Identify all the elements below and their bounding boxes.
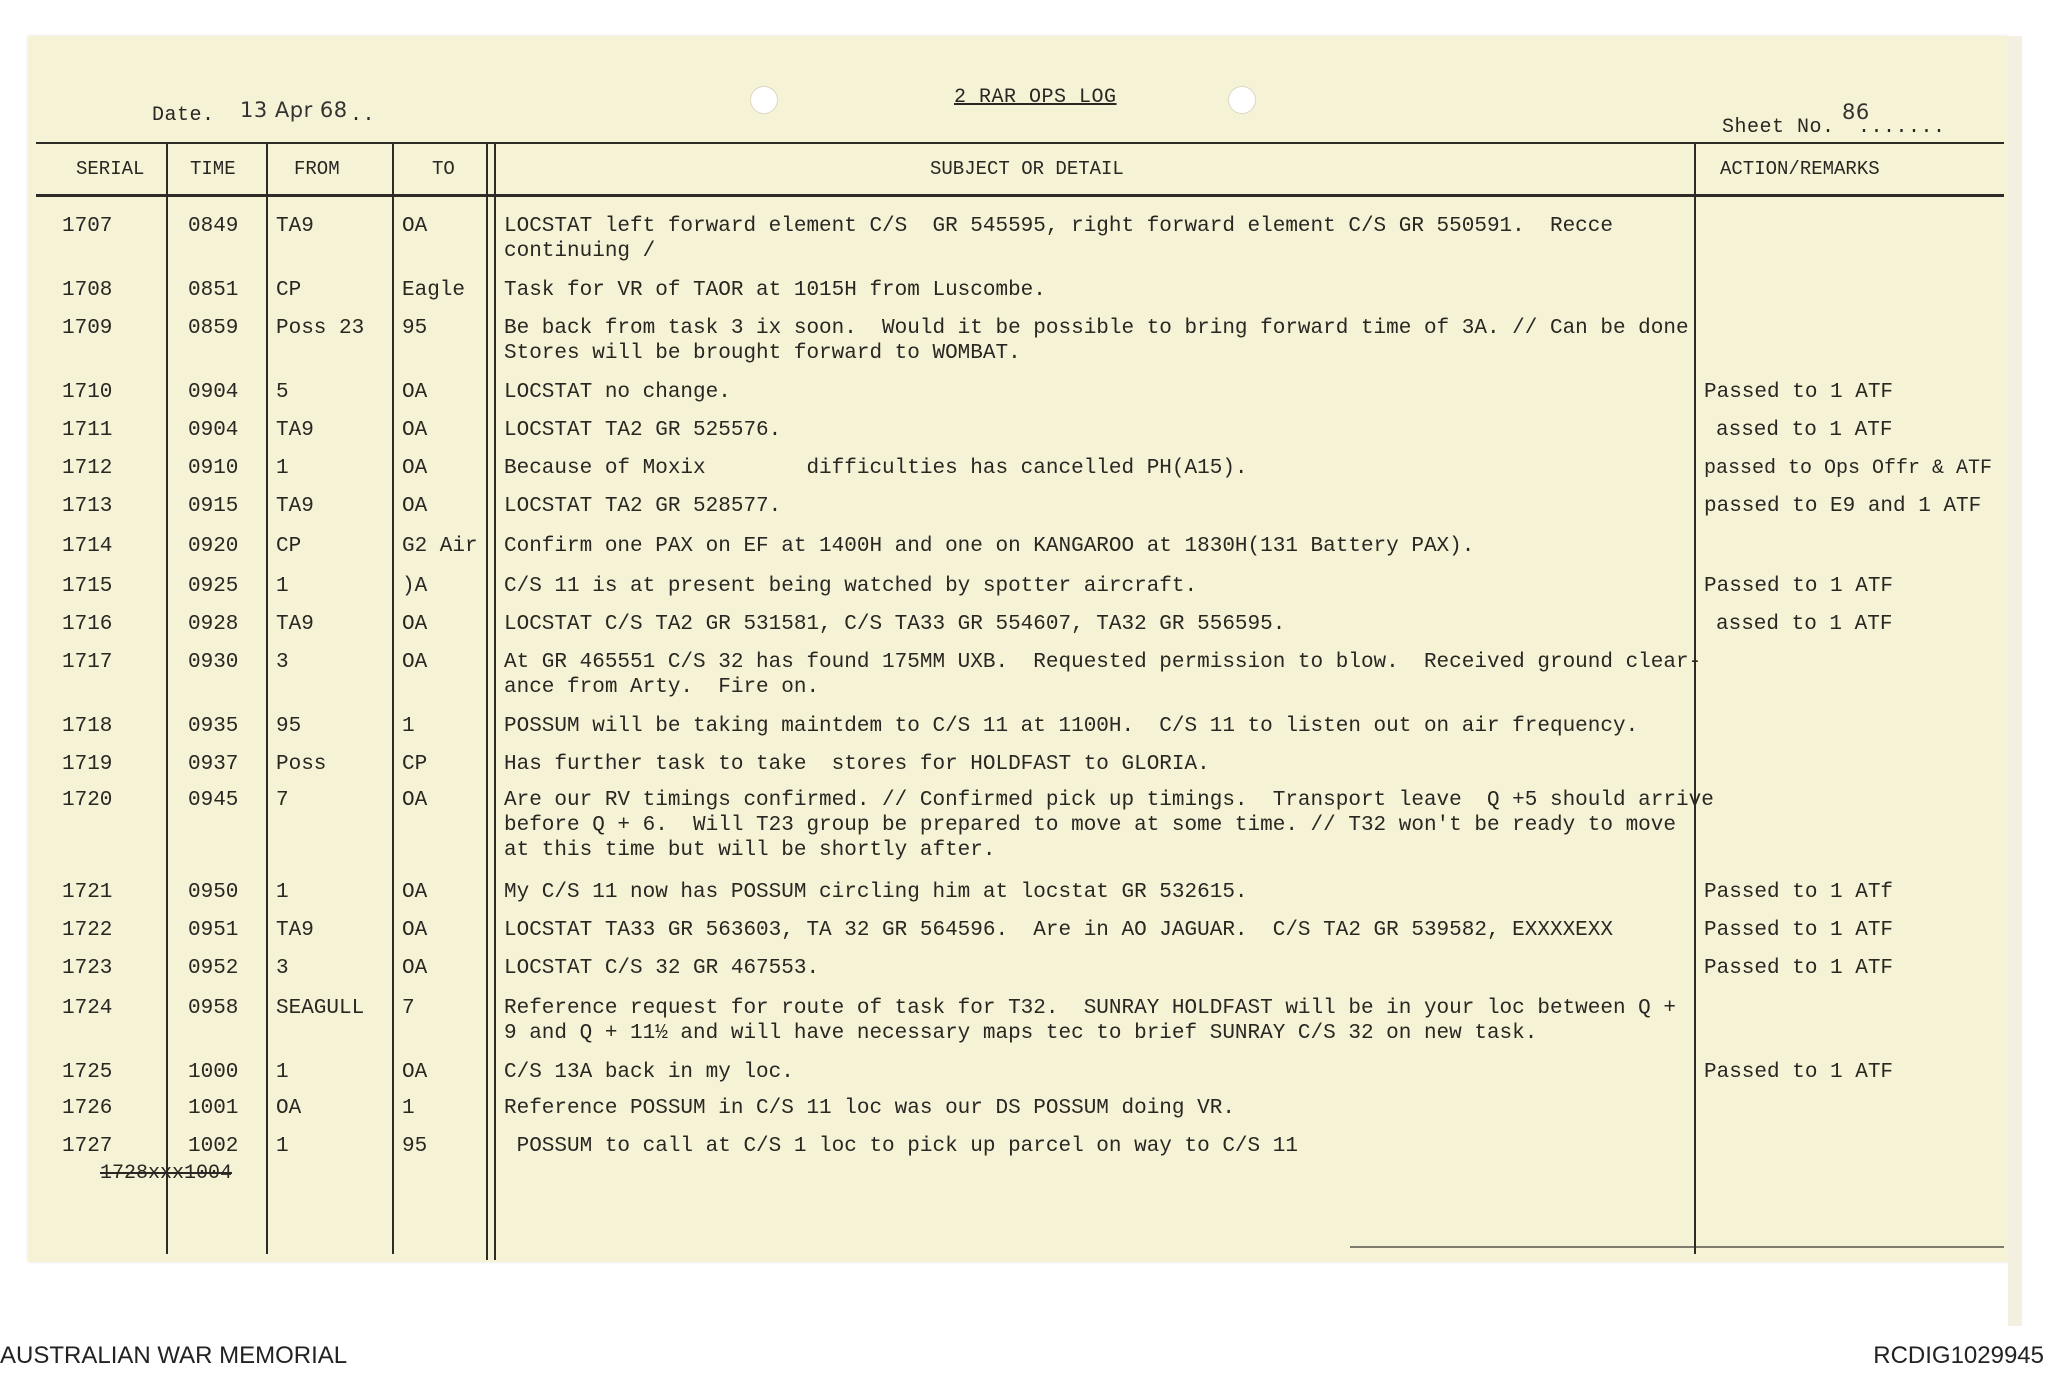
- detail-cell: Be back from task 3 ix soon. Would it be possible to bring forward time of 3A. // Can be done Stores will be brought forward to WOMBAT.: [504, 317, 1689, 365]
- detail-cell: At GR 465551 C/S 32 has found 175MM UXB. Requested permission to blow. Received ground clear- ance from Arty. Fire on.: [504, 651, 1702, 699]
- time-cell: 0951: [188, 919, 239, 942]
- detail-cell: Reference POSSUM in C/S 11 loc was our DS POSSUM doing VR.: [504, 1097, 1235, 1120]
- from-cell: 1: [276, 457, 289, 480]
- to-cell: OA: [402, 1061, 428, 1084]
- detail-cell: Confirm one PAX on EF at 1400H and one on KANGAROO at 1830H(131 Battery PAX).: [504, 535, 1475, 558]
- time-cell: 0935: [188, 715, 239, 738]
- from-cell: Poss 23: [276, 317, 365, 340]
- header-rule: [36, 194, 2004, 197]
- from-cell: 1: [276, 881, 289, 904]
- col-divider-to-2: [494, 144, 496, 1260]
- action-cell: Passed to 1 ATf: [1704, 881, 1894, 904]
- time-cell: 0952: [188, 957, 239, 980]
- to-cell: 95: [402, 317, 428, 340]
- time-cell: 0849: [188, 215, 239, 238]
- action-cell: passed to Ops Offr & ATF: [1704, 457, 1993, 480]
- from-cell: TA9: [276, 419, 314, 442]
- time-cell: 0851: [188, 279, 239, 302]
- col-header-from: FROM: [294, 158, 340, 180]
- bottom-rule: [1350, 1246, 2004, 1248]
- to-cell: OA: [402, 215, 428, 238]
- time-cell: 0945: [188, 789, 239, 812]
- action-cell: Passed to 1 ATF: [1704, 957, 1894, 980]
- detail-cell: Task for VR of TAOR at 1015H from Luscombe.: [504, 279, 1046, 302]
- to-cell: 1: [402, 715, 415, 738]
- detail-cell: Because of Moxix difficulties has cancelled PH(A15).: [504, 457, 1248, 480]
- serial-cell: 1716: [62, 613, 113, 636]
- punch-hole-right: [1228, 86, 1256, 114]
- time-cell: 1001: [188, 1097, 239, 1120]
- action-cell: assed to 1 ATF: [1716, 613, 1893, 636]
- action-cell: Passed to 1 ATF: [1704, 1061, 1894, 1084]
- detail-cell: My C/S 11 now has POSSUM circling him at locstat GR 532615.: [504, 881, 1248, 904]
- page-title: 2 RAR OPS LOG: [954, 86, 1117, 109]
- from-cell: 95: [276, 715, 302, 738]
- detail-cell: LOCSTAT C/S TA2 GR 531581, C/S TA33 GR 554607, TA32 GR 556595.: [504, 613, 1286, 636]
- detail-cell: LOCSTAT TA2 GR 528577.: [504, 495, 782, 518]
- serial-cell: 1720: [62, 789, 113, 812]
- time-cell: 0950: [188, 881, 239, 904]
- to-cell: Eagle: [402, 279, 466, 302]
- serial-cell: 1707: [62, 215, 113, 238]
- from-cell: TA9: [276, 495, 314, 518]
- detail-cell: LOCSTAT C/S 32 GR 467553.: [504, 957, 820, 980]
- to-cell: OA: [402, 457, 428, 480]
- to-cell: OA: [402, 881, 428, 904]
- from-cell: 1: [276, 1135, 289, 1158]
- time-cell: 0904: [188, 381, 239, 404]
- to-cell: G2 Air: [402, 535, 478, 558]
- to-cell: OA: [402, 381, 428, 404]
- serial-cell: 1725: [62, 1061, 113, 1084]
- to-cell: OA: [402, 789, 428, 812]
- time-cell: 0937: [188, 753, 239, 776]
- to-cell: )A: [402, 575, 428, 598]
- from-cell: TA9: [276, 919, 314, 942]
- from-cell: Poss: [276, 753, 327, 776]
- from-cell: CP: [276, 279, 302, 302]
- sheet-dots: .......: [1858, 116, 1946, 139]
- time-cell: 0928: [188, 613, 239, 636]
- sheet-label: Sheet No.: [1722, 116, 1835, 139]
- action-cell: assed to 1 ATF: [1716, 419, 1893, 442]
- col-divider-from: [392, 144, 394, 1254]
- serial-cell: 1714: [62, 535, 113, 558]
- time-cell: 1002: [188, 1135, 239, 1158]
- time-cell: 1000: [188, 1061, 239, 1084]
- serial-cell: 1723: [62, 957, 113, 980]
- col-header-to: TO: [432, 158, 455, 180]
- serial-cell: 1726: [62, 1097, 113, 1120]
- to-cell: OA: [402, 495, 428, 518]
- action-cell: Passed to 1 ATF: [1704, 575, 1894, 598]
- detail-cell: LOCSTAT left forward element C/S GR 545595, right forward element C/S GR 550591. Recce continuing /: [504, 215, 1613, 263]
- serial-cell: 1713: [62, 495, 113, 518]
- serial-cell: 1719: [62, 753, 113, 776]
- archive-credit: AUSTRALIAN WAR MEMORIAL: [0, 1342, 348, 1369]
- detail-cell: LOCSTAT TA2 GR 525576.: [504, 419, 782, 442]
- time-cell: 0958: [188, 997, 239, 1020]
- from-cell: TA9: [276, 215, 314, 238]
- to-cell: OA: [402, 919, 428, 942]
- detail-cell: Reference request for route of task for T32. SUNRAY HOLDFAST will be in your loc between Q + 9 and Q + 11½ and will have necessary maps tec to brief SUNRAY C/S 32 on new task.: [504, 997, 1676, 1045]
- serial-cell: 1718: [62, 715, 113, 738]
- struck-out-entry: 1728xxx1004: [100, 1162, 233, 1185]
- serial-cell: 1727: [62, 1135, 113, 1158]
- detail-cell: POSSUM will be taking maintdem to C/S 11 at 1100H. C/S 11 to listen out on air frequency.: [504, 715, 1639, 738]
- col-divider-serial: [166, 144, 168, 1254]
- serial-cell: 1722: [62, 919, 113, 942]
- detail-cell: LOCSTAT no change.: [504, 381, 731, 404]
- serial-cell: 1717: [62, 651, 113, 674]
- detail-cell: C/S 11 is at present being watched by spotter aircraft.: [504, 575, 1198, 598]
- date-value: 13 Apr 68: [240, 98, 348, 122]
- detail-cell: Has further task to take stores for HOLDFAST to GLORIA.: [504, 753, 1210, 776]
- from-cell: 1: [276, 1061, 289, 1084]
- action-cell: Passed to 1 ATF: [1704, 381, 1894, 404]
- from-cell: 3: [276, 651, 289, 674]
- to-cell: 95: [402, 1135, 428, 1158]
- to-cell: OA: [402, 419, 428, 442]
- col-header-subject: SUBJECT OR DETAIL: [930, 158, 1124, 180]
- col-header-serial: SERIAL: [76, 158, 145, 180]
- action-cell: passed to E9 and 1 ATF: [1704, 495, 1982, 518]
- serial-cell: 1721: [62, 881, 113, 904]
- from-cell: SEAGULL: [276, 997, 365, 1020]
- from-cell: 1: [276, 575, 289, 598]
- time-cell: 0925: [188, 575, 239, 598]
- serial-cell: 1724: [62, 997, 113, 1020]
- from-cell: OA: [276, 1097, 302, 1120]
- time-cell: 0915: [188, 495, 239, 518]
- date-label: Date.: [152, 104, 215, 127]
- paper-edge: [2008, 36, 2022, 1326]
- time-cell: 0859: [188, 317, 239, 340]
- col-divider-to: [486, 144, 488, 1260]
- to-cell: 7: [402, 997, 415, 1020]
- serial-cell: 1709: [62, 317, 113, 340]
- record-id: RCDIG1029945: [1873, 1342, 2044, 1369]
- top-rule: [36, 142, 2004, 144]
- col-divider-time: [266, 144, 268, 1254]
- serial-cell: 1712: [62, 457, 113, 480]
- to-cell: OA: [402, 613, 428, 636]
- to-cell: CP: [402, 753, 428, 776]
- action-cell: Passed to 1 ATF: [1704, 919, 1894, 942]
- sheet-value: 86: [1842, 100, 1870, 124]
- detail-cell: POSSUM to call at C/S 1 loc to pick up parcel on way to C/S 11: [504, 1135, 1298, 1158]
- serial-cell: 1711: [62, 419, 113, 442]
- time-cell: 0910: [188, 457, 239, 480]
- serial-cell: 1715: [62, 575, 113, 598]
- punch-hole-left: [750, 86, 778, 114]
- from-cell: CP: [276, 535, 302, 558]
- col-header-time: TIME: [190, 158, 236, 180]
- to-cell: OA: [402, 957, 428, 980]
- from-cell: 7: [276, 789, 289, 812]
- serial-cell: 1708: [62, 279, 113, 302]
- detail-cell: LOCSTAT TA33 GR 563603, TA 32 GR 564596. Are in AO JAGUAR. C/S TA2 GR 539582, EXXXXEXX: [504, 919, 1613, 942]
- serial-cell: 1710: [62, 381, 113, 404]
- to-cell: 1: [402, 1097, 415, 1120]
- from-cell: 5: [276, 381, 289, 404]
- from-cell: 3: [276, 957, 289, 980]
- date-dots: ..: [350, 104, 376, 127]
- time-cell: 0920: [188, 535, 239, 558]
- time-cell: 0904: [188, 419, 239, 442]
- col-header-action: ACTION/REMARKS: [1720, 158, 1880, 180]
- time-cell: 0930: [188, 651, 239, 674]
- detail-cell: Are our RV timings confirmed. // Confirmed pick up timings. Transport leave Q +5 should arrive before Q + 6. Will T23 group be prepared to move at some time. // T32 won't be ready to move at this time but will be shortly after.: [504, 789, 1714, 862]
- from-cell: TA9: [276, 613, 314, 636]
- to-cell: OA: [402, 651, 428, 674]
- detail-cell: C/S 13A back in my loc.: [504, 1061, 794, 1084]
